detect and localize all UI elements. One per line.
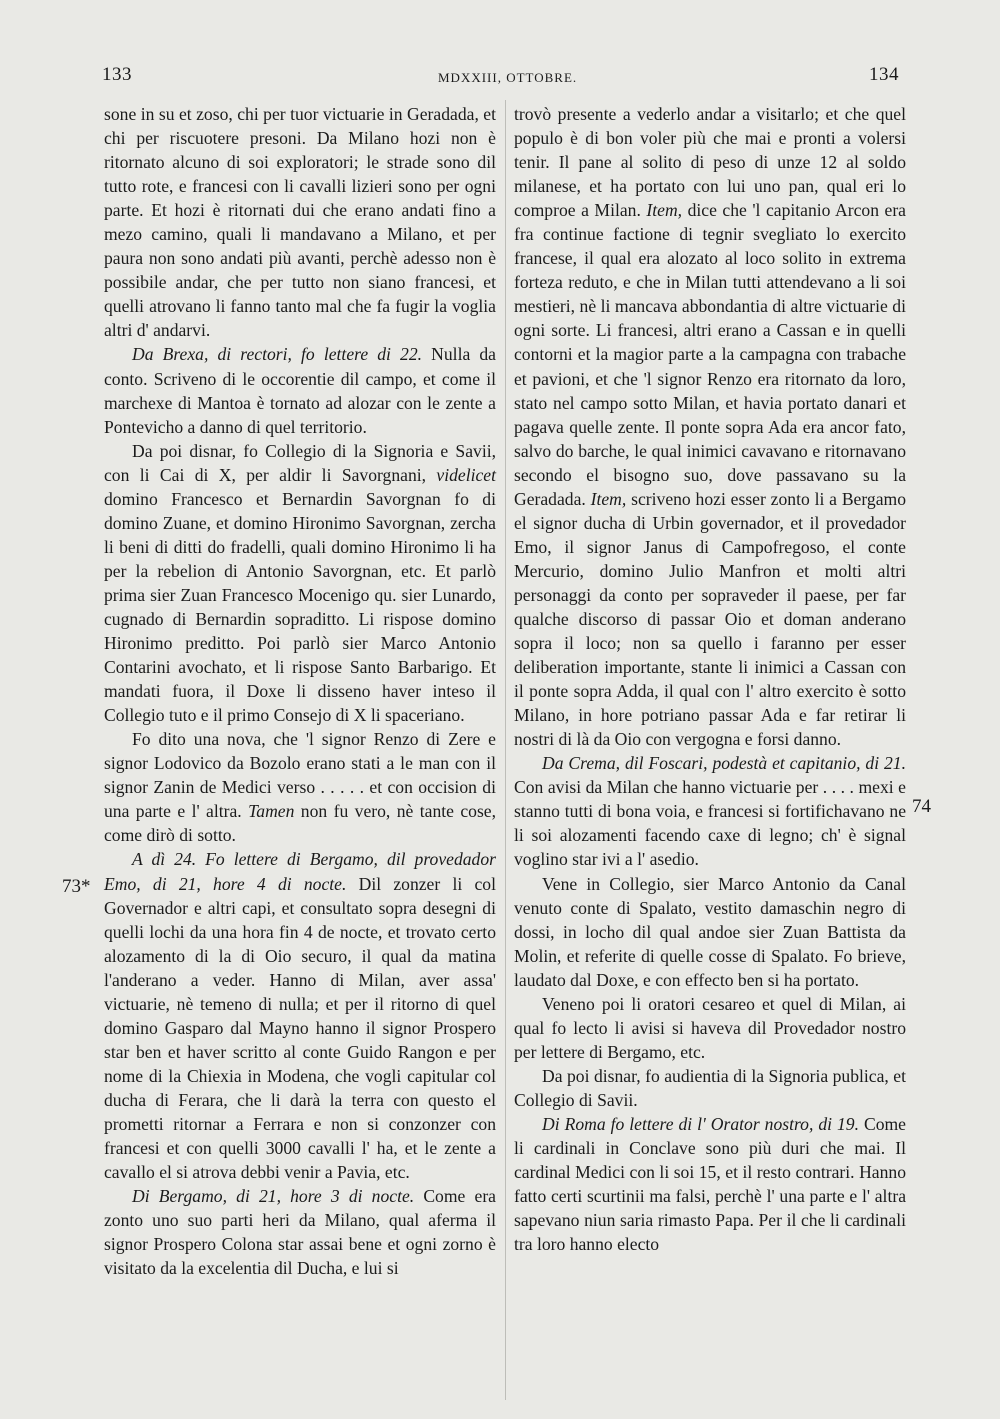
margin-note-left: 73* [62, 876, 91, 897]
paragraph-text: scriveno hozi esser zonto li a Bergamo el signor ducha di Urbin governador, et il provedador Emo, il signor Janus di Campofregoso, el conte Mercurio, domino Julio Manfron et molti altri personaggi da conto per sopraveder il paese, per far qualche discorso di passar Oio et doman anderano sopra il loco; non sa quello i faranno per esser deliberation importante, stante li inimici a Cassan con il ponte sopra Adda, il qual con l' altro exercito è sotto Milano, in hore potriano passar Ada e far retirar li nostri di là da Oio con vergogna e forsi danno. [514, 488, 906, 750]
left-column [104, 102, 496, 1280]
margin-note-right: 74 [912, 796, 931, 817]
paragraph: Veneno poi li oratori cesareo et quel di Milan, ai qual fo lecto li avisi si haveva dil Provedador nostro per lettere di Bergamo, etc. [514, 993, 906, 1062]
paragraph-text: Come li cardinali in Conclave sono più duri che mai. Il cardinal Medici con li soi 15, et il resto contrari. Hanno fatto certi scurtinii ma falsi, perchè l' una parte e l' altra sapevano niun saria rimasto Papa. Per il che li cardinali tra loro hanno electo [514, 1113, 906, 1255]
paragraph [514, 1112, 906, 1256]
paragraph-text: Da poi disnar, fo Collegio di la Signoria e Savii, con li Cai di X, per aldir li Savorgnani, [104, 440, 496, 485]
italic-heading: Di Roma fo lettere di l' Orator nostro, di 19. [542, 1113, 859, 1134]
running-header: MDXXIII, OTTOBRE. [438, 70, 578, 85]
paragraph-text: Come era zonto uno suo parti heri da Milano, qual aferma il signor Prospero Colona star assai bene et ogni zorno è visitato da la excelentia dil Ducha, e lui si [104, 1186, 496, 1279]
paragraph-text: Dil zonzer li col Governador e altri capi, et consultato sopra desegni di quelli lochi da una hora fin 4 de nocte, et trovato certo alozamento di la di Oio securo, il qual da matina l'anderano a veder. Hanno di Milan, aver assa' victuarie, nè temeno di nulla; et per il ritorno di quel domino Gasparo dal Mayno hanno il signor Prospero star ben et haver scritto al conte Guido Rangon e per nome di la Chiexia in Modena, che vogli capitular col ducha di Ferara, che li darà la terra con questo el prometti ritornar a Ferrara e non si conzonzer con francesi et con quelli 3000 cavalli l' ha, et le zente a cavallo el si atrova debbi venir a Pavia, etc. [104, 873, 496, 1183]
paragraph [104, 847, 496, 1184]
paragraph [104, 1184, 496, 1280]
italic-heading: Da Brexa, di rectori, fo lettere di 22. [132, 344, 423, 365]
paragraph-text: Con avisi da Milan che hanno victuarie per . . . . mexi e stanno tutti di bona voia, e francesi si fortifichavano ne li soi alozamenti facendo caxe di legno; ch' è signal voglino star ivi a l' asedio. [514, 777, 906, 870]
italic-word: videlicet [436, 464, 496, 485]
italic-heading: A dì 24. Fo lettere di Bergamo, dil provedador Emo, di 21, hore 4 di nocte. [104, 849, 496, 894]
paragraph: sone in su et zoso, chi per tuor victuarie in Geradada, et chi per riscuotere presoni. Da Milano hozi non è ritornato alcuno di soi exploratori; le strade sono dil tutto rote, e francesi con li cavalli lizieri sono per ogni parte. Et hozi è ritornati dui che erano andati fino a mezo camino, quali li mandavano a Milano, et per paura non sono andati più avanti, perchè adesso non è possibile andar, che per tutto non siano francesi, et quelli atrovano li fanno tanto mal che fa fugir la voglia altri d' andarvi. [104, 104, 496, 341]
paragraph-text: dice che 'l capitanio Arcon era fra continue factione di tegnir svegliato lo exercito francese, il qual era alozato al loco solito in extrema forteza reduto, e che in Milan tutti attendevano a li soi mestieri, nè li mancava abbondantia di altre victuarie di ogni sorte. Li francesi, altri erano a Cassan e in quelli contorni et la magior parte a la campagna con trabache et pavioni, et che 'l signor Renzo era ritornato da loro, stato nel campo sotto Milan, et havia portato danari et pagava quelle zente. Il ponte sopra Ada era ancor fato, salvo do barche, le qual inimici cavavano e ritornavano secondo el bisogno suo, dove passavano su la Geradada. [514, 200, 906, 509]
italic-heading: Da Crema, dil Foscari, podestà et capitanio, di 21. [542, 753, 906, 774]
paragraph: Vene in Collegio, sier Marco Antonio da Canal venuto conte di Spalato, vestito damaschin negro di dossi, in locho dil qual andoe sier Zuan Battista da Molin, et referite di quelle cosse di Spalato. Fo brieve, laudato dal Doxe, e con effecto ben si ha portato. [514, 873, 906, 990]
italic-word: Item, [646, 200, 683, 221]
column-divider [505, 100, 506, 1400]
paragraph [104, 439, 496, 728]
paragraph [104, 342, 496, 438]
italic-word: Tamen [248, 801, 295, 822]
paragraph-text: domino Francesco et Bernardin Savorgnan fo di domino Zuane, et domino Hironimo Savorgnan, zercha li beni di ditti do fradelli, quali domino Hironimo li ha per la rebelion di Antonio Savorgnan, etc. Et parlò prima sier Zuan Francesco Mocenigo qu. sier Lunardo, cugnado di Bernardin sopraditto. Li rispose domino Hironimo preditto. Poi parlò sier Marco Antonio Contarini avochato, et li rispose Santo Barbarigo. Et mandati fuora, il Doxe li disseno haver inteso il Collegio tuto e il primo Consejo di X li spaceriano. [104, 488, 496, 726]
italic-heading: Di Bergamo, di 21, hore 3 di nocte. [132, 1186, 415, 1207]
paragraph: Da poi disnar, fo audientia di la Signoria publica, et Collegio di Savii. [514, 1065, 906, 1110]
paragraph [514, 751, 906, 871]
paragraph-text: trovò presente a vederlo andar a visitarlo; et che quel populo è di bon voler più che mai e pronti a volersi tenir. Il pane al solito di peso di unze 12 al soldo milanese, et ha portato con lui uno pan, qual eri lo comproe a Milan. [514, 104, 906, 221]
paragraph-text: non fu vero, nè tante cose, come dirò di sotto. [104, 801, 497, 846]
paragraph [514, 102, 906, 751]
right-column [514, 102, 906, 1256]
paragraph-text: Fo dito una nova, che 'l signor Renzo di Zere e signor Lodovico da Bozolo erano stati a le man con il signor Zanin de Medici verso . . . . . et con occision di una parte e l' altra. [104, 729, 496, 822]
page-number-right: 134 [869, 64, 899, 85]
page-number-left: 133 [102, 64, 132, 85]
paragraph [104, 727, 496, 847]
italic-word: Item, [590, 488, 627, 509]
paragraph-text: Nulla da conto. Scriveno di le occorentie dil campo, et come il marchexe di Mantoa è tornato ad alozar con le zente a Pontevicho a danno di quel territorio. [104, 344, 496, 437]
